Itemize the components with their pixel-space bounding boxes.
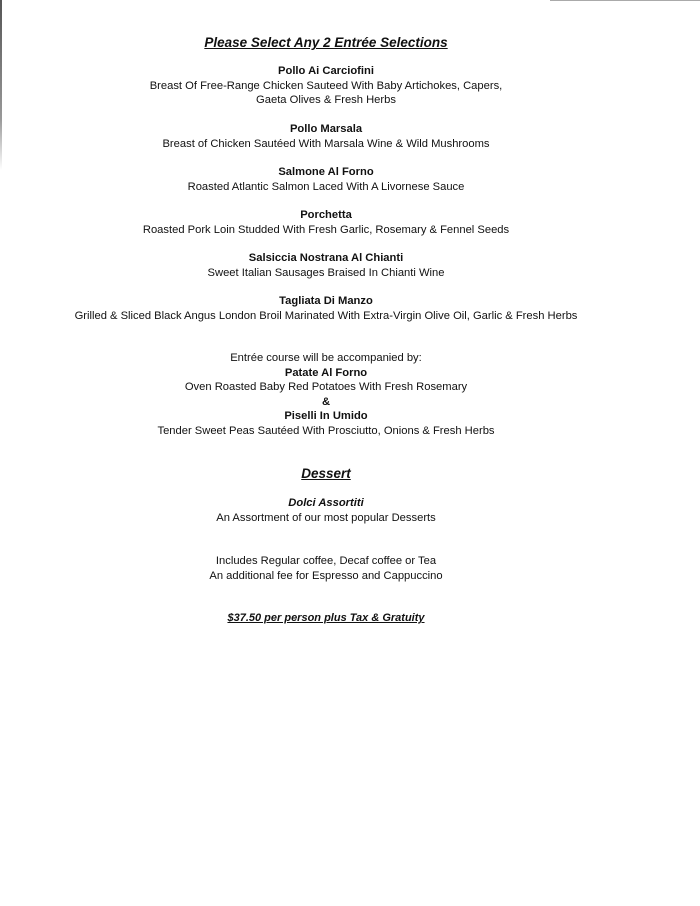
sides-intro: Entrée course will be accompanied by: bbox=[230, 352, 422, 364]
entree-description: Breast of Chicken Sautéed With Marsala Wine & Wild Mushrooms bbox=[162, 137, 490, 150]
entree-description: Roasted Atlantic Salmon Laced With A Livornese Sauce bbox=[187, 180, 465, 193]
entree-name: Pollo Marsala bbox=[289, 123, 363, 135]
side-description: Oven Roasted Baby Red Potatoes With Fresh Rosemary bbox=[184, 381, 468, 393]
entree-name: Porchetta bbox=[300, 209, 352, 221]
entree-name: Tagliata Di Manzo bbox=[279, 295, 373, 307]
side-name: Piselli In Umido bbox=[284, 410, 368, 422]
beverages-line: Includes Regular coffee, Decaf coffee or Tea bbox=[215, 555, 437, 567]
entree-item bbox=[0, 165, 652, 194]
scan-top-mark bbox=[550, 0, 700, 1]
dessert-description: An Assortment of our most popular Desserts bbox=[216, 511, 436, 524]
entree-name: Salmone Al Forno bbox=[278, 166, 374, 178]
entree-description: Grilled & Sliced Black Angus London Broil Marinated With Extra-Virgin Olive Oil, Garlic & Fresh Herbs bbox=[74, 309, 578, 322]
price-line: $37.50 per person plus Tax & Gratuity bbox=[227, 612, 425, 624]
sides-ampersand: & bbox=[321, 395, 331, 408]
dessert-item bbox=[0, 496, 652, 525]
entree-description: Sweet Italian Sausages Braised In Chianti Wine bbox=[207, 266, 445, 279]
side-description: Tender Sweet Peas Sautéed With Prosciutto, Onions & Fresh Herbs bbox=[157, 424, 495, 437]
entree-description: Roasted Pork Loin Studded With Fresh Garlic, Rosemary & Fennel Seeds bbox=[142, 223, 510, 236]
entree-name: Pollo Ai Carciofini bbox=[278, 65, 374, 77]
entree-item bbox=[0, 64, 652, 108]
dessert-name: Dolci Assortiti bbox=[288, 497, 364, 509]
entree-description: Breast Of Free-Range Chicken Sauteed With Baby Artichokes, Capers, bbox=[149, 79, 503, 92]
side-name: Patate Al Forno bbox=[284, 366, 368, 379]
entree-item bbox=[0, 294, 652, 323]
entree-item bbox=[0, 251, 652, 280]
sides-section bbox=[0, 351, 652, 438]
entree-item bbox=[0, 208, 652, 237]
entree-name: Salsiccia Nostrana Al Chianti bbox=[248, 252, 404, 264]
entree-item bbox=[0, 122, 652, 151]
entree-description: Gaeta Olives & Fresh Herbs bbox=[256, 94, 396, 106]
beverages-line: An additional fee for Espresso and Cappuccino bbox=[209, 569, 443, 582]
beverages-note bbox=[0, 554, 652, 583]
dessert-heading: Dessert bbox=[301, 466, 351, 481]
entree-heading: Please Select Any 2 Entrée Selections bbox=[204, 35, 448, 50]
